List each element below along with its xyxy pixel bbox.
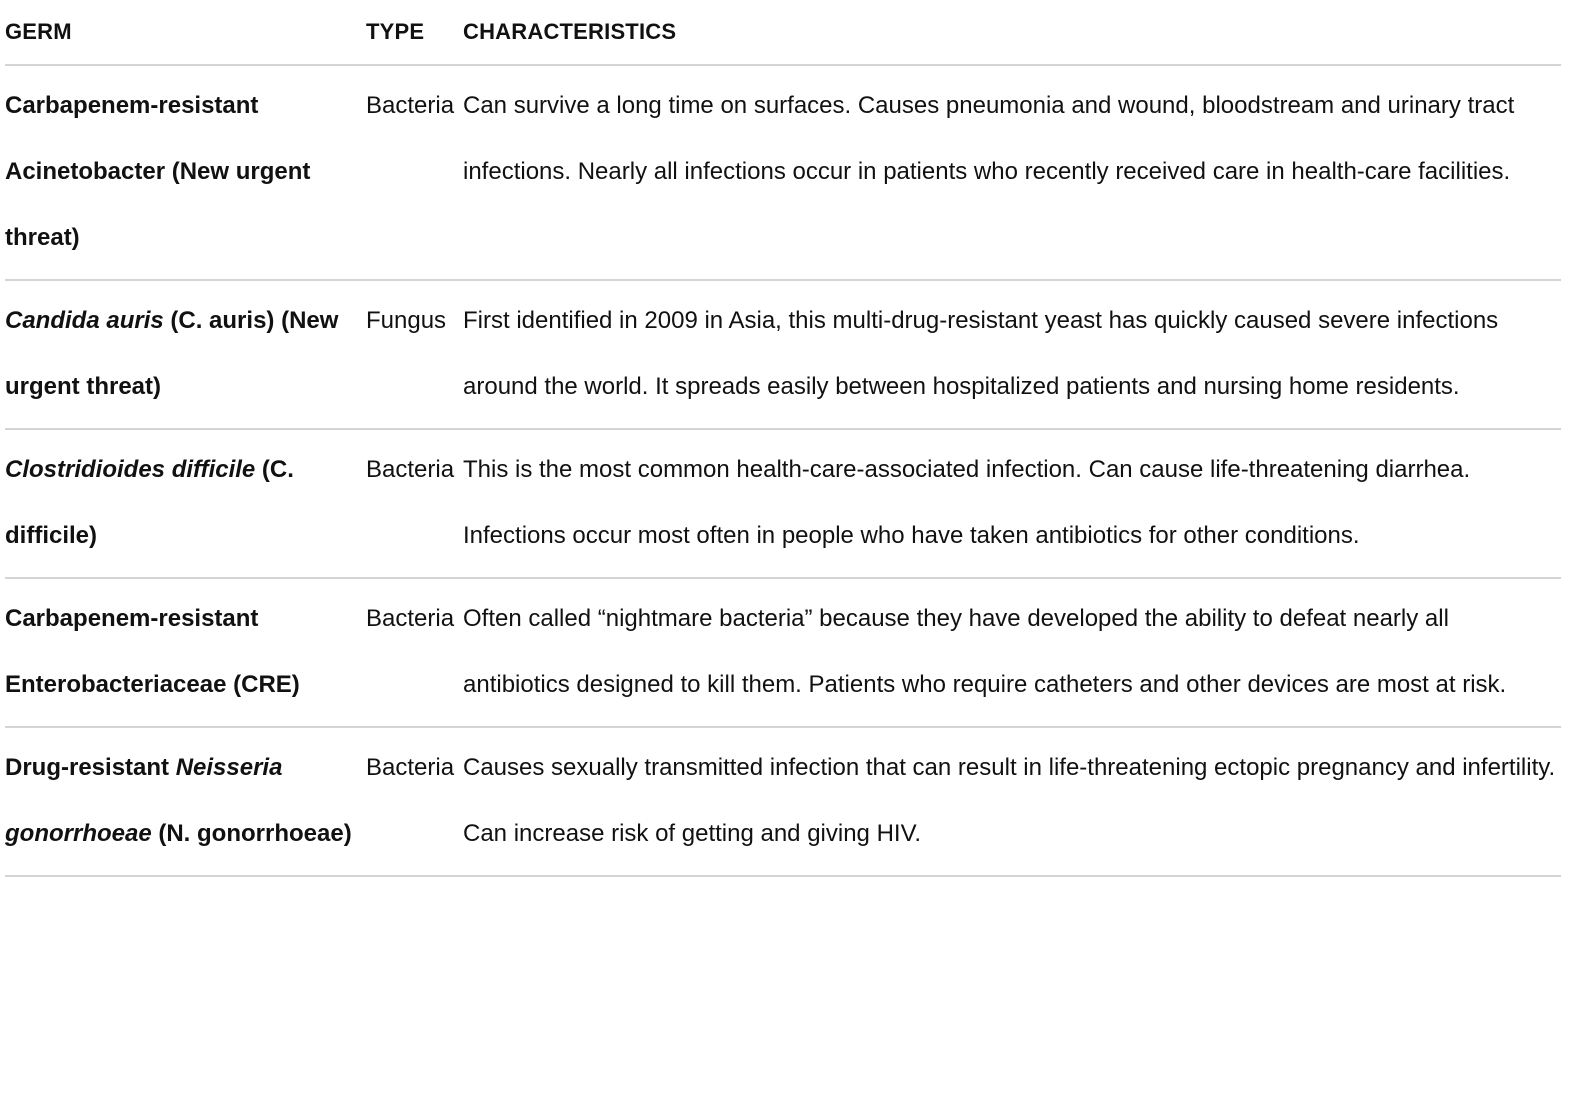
- germ-table: [5, 0, 1561, 877]
- table-row: [5, 65, 1561, 280]
- germ-type-cell: Bacteria: [366, 578, 463, 727]
- germ-name-cell: [5, 280, 366, 429]
- germ-name-cell: [5, 578, 366, 727]
- table-row: [5, 578, 1561, 727]
- table-row: [5, 727, 1561, 876]
- germ-name-cell: [5, 727, 366, 876]
- header-germ: GERM: [5, 0, 366, 65]
- germ-name-italic-part: Neisseria gonorrhoeae: [5, 754, 283, 847]
- germ-name-italic-part: Clostridioides difficile: [5, 456, 256, 483]
- header-type: TYPE: [366, 0, 463, 65]
- germ-type-cell: Fungus: [366, 280, 463, 429]
- germ-name-part: (N. gonorrhoeae): [151, 820, 352, 847]
- germ-name-cell: [5, 65, 366, 280]
- header-characteristics: CHARACTERISTICS: [463, 0, 1561, 65]
- characteristics-cell: Causes sexually transmitted infection that can result in life-threatening ectopic pregnancy and infertility. Can increase risk of getting and giving HIV.: [463, 727, 1561, 876]
- germ-type-cell: Bacteria: [366, 727, 463, 876]
- characteristics-cell: Often called “nightmare bacteria” because they have developed the ability to defeat nearly all antibiotics designed to kill them. Patients who require catheters and other devices are most at risk.: [463, 578, 1561, 727]
- header-row: [5, 0, 1561, 65]
- characteristics-cell: This is the most common health-care-associated infection. Can cause life-threatening diarrhea. Infections occur most often in people who have taken antibiotics for other conditions.: [463, 429, 1561, 578]
- table-row: [5, 429, 1561, 578]
- germ-name-part: Carbapenem-resistant Acinetobacter (New urgent threat): [5, 92, 311, 251]
- germ-name-part: (C. difficile): [5, 456, 294, 549]
- characteristics-cell: Can survive a long time on surfaces. Causes pneumonia and wound, bloodstream and urinary tract infections. Nearly all infections occur in patients who recently received care in health-care facilities.: [463, 65, 1561, 280]
- characteristics-cell: First identified in 2009 in Asia, this multi-drug-resistant yeast has quickly caused severe infections around the world. It spreads easily between hospitalized patients and nursing home residents.: [463, 280, 1561, 429]
- germ-type-cell: Bacteria: [366, 65, 463, 280]
- table-header: [5, 0, 1561, 65]
- germ-name-cell: [5, 429, 366, 578]
- germ-name-part: Carbapenem-resistant Enterobacteriaceae (CRE): [5, 605, 300, 698]
- germ-name-part: Drug-resistant: [5, 754, 176, 781]
- germ-type-cell: Bacteria: [366, 429, 463, 578]
- germ-name-part: (C. auris) (New urgent threat): [5, 307, 339, 400]
- germ-name-italic-part: Candida auris: [5, 307, 164, 334]
- table-body: [5, 65, 1561, 876]
- table-row: [5, 280, 1561, 429]
